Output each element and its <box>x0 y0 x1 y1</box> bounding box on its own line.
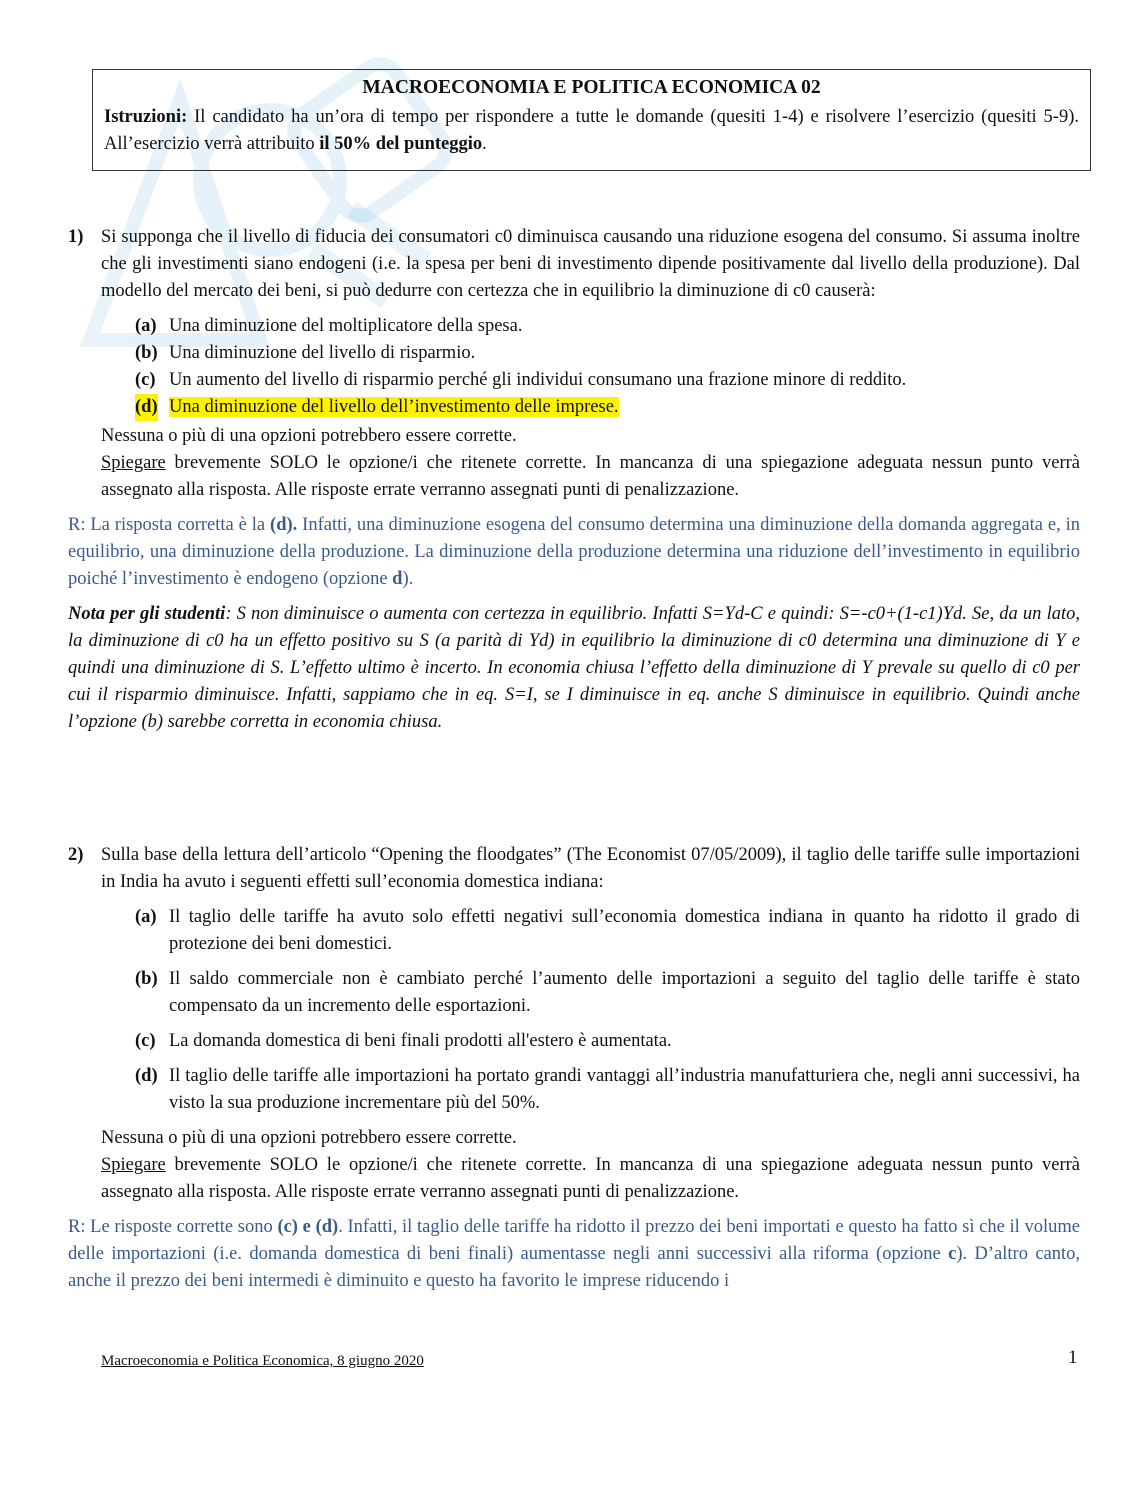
answer-text <box>68 512 1080 593</box>
answer-pre: R: Le risposte corrette sono <box>68 1217 278 1237</box>
explain-instructions <box>101 1152 1080 1206</box>
option-list <box>135 904 1080 1117</box>
answer-choice-2: c <box>948 1244 957 1264</box>
page-footer: Macroeconomia e Politica Economica, 8 giugno 2020 <box>101 1353 424 1369</box>
answer-end: ). D’altro canto, anche il prezzo dei beni intermedi è diminuito e questo ha favorito le imprese riducendo i <box>68 1244 1081 1291</box>
instructions-box <box>92 69 1091 171</box>
option-text: Una diminuzione del livello di risparmio. <box>169 343 476 363</box>
instructions-label: Istruzioni: <box>104 107 188 127</box>
answer-choice: (c) e (d) <box>277 1217 339 1237</box>
instructions-end: . <box>482 134 487 154</box>
option-text: Un aumento del livello di risparmio perché gli individui consumano una frazione minore di reddito. <box>169 370 907 390</box>
question-2 <box>68 842 1080 1295</box>
option-letter: (b) <box>135 343 158 363</box>
option-b <box>135 340 1080 367</box>
option-letter: (d) <box>135 394 158 421</box>
instructions-text <box>104 104 1079 158</box>
explain-text: brevemente SOLO le opzione/i che ritenete corrette. In mancanza di una spiegazione adeguata nessun punto verrà assegnato alla risposta. Alle risposte errate verranno assegnati punti di penalizzazione. <box>101 1155 1080 1202</box>
question-number: 2) <box>68 845 84 865</box>
option-letter: (a) <box>135 907 157 927</box>
option-c <box>135 367 1080 394</box>
option-text: Il taglio delle tariffe alle importazioni ha portato grandi vantaggi all’industria manufatturiera che, negli anni successivi, ha visto la sua produzione incrementare più del 50%. <box>169 1066 1080 1113</box>
option-text: Una diminuzione del moltiplicatore della spesa. <box>169 316 523 336</box>
answer-choice: (d). <box>270 515 298 535</box>
option-letter: (c) <box>135 370 156 390</box>
note-text: : S non diminuisce o aumenta con certezza in equilibrio. Infatti S=Yd-C e quindi: S=-c0+(1-c1)Yd. Se, da un lato, la diminuzione di c0 ha un effetto positivo su S (a parità di Yd) in equilibrio la diminuzione di c0 determina una diminuzione di Y e quindi una diminuzione di S. L’effetto ultimo è incerto. In economia chiusa l’effetto della diminuzione di Y prevale su quello di c0 per cui il risparmio diminuisce. Infatti, sappiamo che in eq. S=I, se I diminuisce in eq. anche S diminuisce in equilibrio. Quindi anche l’opzione (b) sarebbe corretta in economia chiusa. <box>68 604 1080 732</box>
question-text: Sulla base della lettura dell’articolo “Opening the floodgates” (The Economist 07/05/2009), il taglio delle tariffe sulle importazioni in India ha avuto i seguenti effetti sull’economia domestica indiana: <box>101 845 1080 892</box>
explain-word: Spiegare <box>101 453 166 473</box>
option-letter: (a) <box>135 316 157 336</box>
option-a <box>135 904 1080 958</box>
explain-word: Spiegare <box>101 1155 166 1175</box>
answer-pre: R: La risposta corretta è la <box>68 515 271 535</box>
option-text: Una diminuzione del livello dell’investimento delle imprese. <box>169 397 619 417</box>
highlighted-option <box>135 397 619 417</box>
options-note: Nessuna o più di una opzioni potrebbero essere corrette. <box>101 1128 517 1148</box>
question-1 <box>68 224 1080 736</box>
answer-body: Infatti, una diminuzione esogena del consumo determina una diminuzione della domanda aggregata e, in equilibrio, una diminuzione della produzione. La diminuzione della produzione determina una riduzione dell’investimento in equilibrio poiché l’investimento è endogeno (opzione <box>68 515 1080 589</box>
question-body <box>101 224 1080 504</box>
options-note: Nessuna o più di una opzioni potrebbero essere corrette. <box>101 426 517 446</box>
page-number: 1 <box>1068 1347 1078 1368</box>
option-letter: (d) <box>135 1066 158 1086</box>
option-text: La domanda domestica di beni finali prodotti all'estero è aumentata. <box>169 1031 672 1051</box>
explain-text: brevemente SOLO le opzione/i che ritenete corrette. In mancanza di una spiegazione adeguata nessun punto verrà assegnato alla risposta. Alle risposte errate verranno assegnati punti di penalizzazione. <box>101 453 1080 500</box>
note-label: Nota per gli studenti <box>68 604 226 624</box>
answer-end: ). <box>402 569 414 589</box>
answer-text <box>68 1214 1080 1295</box>
option-letter: (b) <box>135 969 158 989</box>
option-list <box>135 313 1080 421</box>
option-d <box>135 394 1080 421</box>
option-text: Il taglio delle tariffe ha avuto solo effetti negativi sull’economia domestica indiana in quanto ha ridotto il grado di protezione dei beni domestici. <box>169 907 1080 954</box>
answer-body: . Infatti, il taglio delle tariffe ha ridotto il prezzo dei beni importati e questo ha fatto sì che il volume delle importazioni (i.e. domanda domestica di beni finali) aumentasse negli anni successivi alla riforma (opzione <box>68 1217 1080 1264</box>
option-b <box>135 966 1080 1020</box>
option-text: Il saldo commerciale non è cambiato perché l’aumento delle importazioni a seguito del taglio delle tariffe è stato compensato da un incremento delle esportazioni. <box>169 969 1080 1016</box>
instructions-body: Il candidato ha un’ora di tempo per rispondere a tutte le domande (quesiti 1-4) e risolvere l’esercizio (quesiti 5-9). All’esercizio verrà attribuito <box>104 107 1079 154</box>
answer-choice-2: d <box>392 569 403 589</box>
exam-title: MACROECONOMIA E POLITICA ECONOMICA 02 <box>362 77 821 98</box>
option-c <box>135 1028 1080 1055</box>
option-a <box>135 313 1080 340</box>
explain-instructions <box>101 450 1080 504</box>
student-note <box>68 601 1080 736</box>
option-letter: (c) <box>135 1031 156 1051</box>
question-text: Si supponga che il livello di fiducia dei consumatori c0 diminuisca causando una riduzione esogena del consumo. Si assuma inoltre che gli investimenti siano endogeni (i.e. la spesa per beni di investimento dipende positivamente dal livello della produzione). Dal modello del mercato dei beni, si può dedurre con certezza che in equilibrio la diminuzione di c0 causerà: <box>101 227 1080 301</box>
option-d <box>135 1063 1080 1117</box>
question-number: 1) <box>68 227 84 247</box>
question-body <box>101 842 1080 1206</box>
instructions-weight: il 50% del punteggio <box>319 134 483 154</box>
